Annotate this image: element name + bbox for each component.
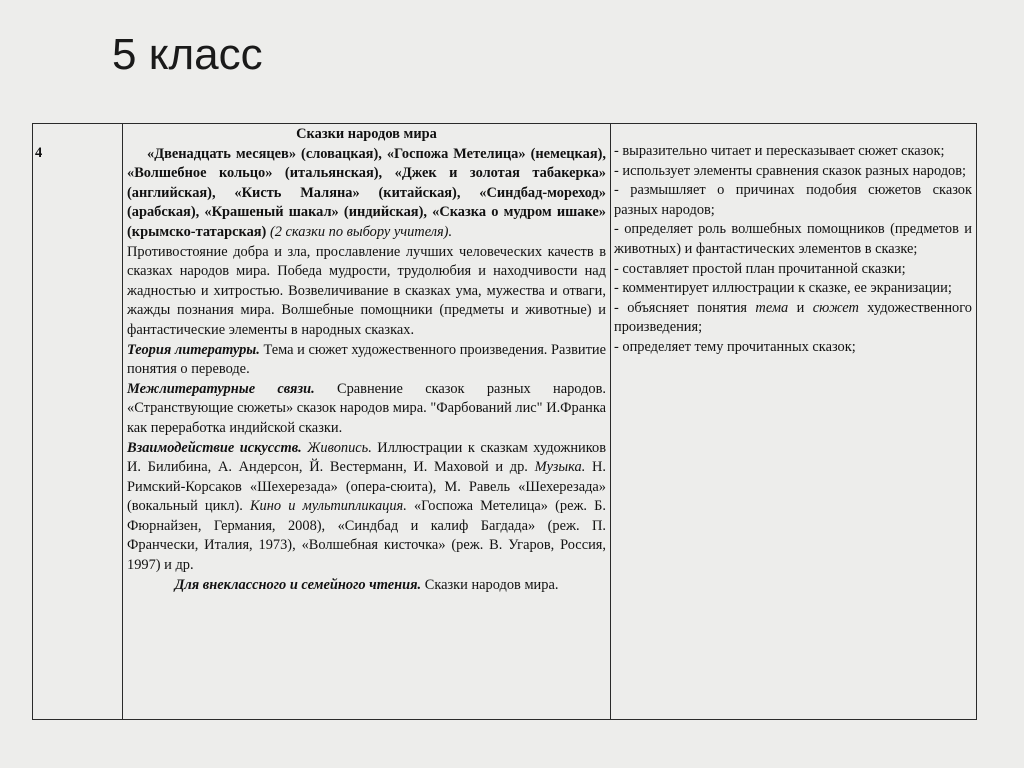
- arts-paragraph: [127, 439, 606, 576]
- interlit-label: Межлитературные связи.: [127, 380, 315, 397]
- curriculum-table: [32, 123, 977, 720]
- result-item: - составляет простой план прочитанной сказки;: [614, 260, 906, 277]
- table-row: [33, 124, 977, 720]
- term-tema: тема: [755, 299, 789, 316]
- extra-text: Сказки народов мира.: [421, 576, 559, 593]
- result-item: [614, 299, 972, 338]
- extra-reading-paragraph: [127, 576, 606, 596]
- results-cell: [611, 124, 977, 720]
- interlit-paragraph: [127, 380, 606, 439]
- result-text: художественного произведения;: [614, 299, 972, 336]
- arts-cinema-text: «Госпожа Метелица» (реж. Б. Фюрнайзен, Германия, 2008), «Синдбад и калиф Багдада» (реж. П. Франчески, Италия, 1973), «Волшебная кисточка» (реж. В. Угаров, Россия, 1997) и др.: [127, 498, 606, 574]
- extra-label: Для внеклассного и семейного чтения.: [174, 576, 422, 593]
- theory-text: Тема и сюжет художественного произведения. Развитие понятия о переводе.: [127, 341, 606, 378]
- theory-paragraph: [127, 341, 606, 380]
- result-item: - комментирует иллюстрации к сказке, ее экранизации;: [614, 280, 952, 297]
- arts-painting-label: Живопись.: [301, 439, 372, 456]
- content-cell: [123, 124, 611, 720]
- arts-music-label: Музыка.: [527, 459, 586, 476]
- row-number-cell: [33, 124, 123, 720]
- themes-paragraph: Противостояние добра и зла, прославление лучших человеческих качеств в сказках народов мира. Победа мудрости, трудолюбия и находчивости над жадностью и хитростью. Возвеличивание в сказках ума, мужества и отваги, жажды познания мира. Волшебные помощники (предметы и животные) и фантастические элементы в народных сказках.: [127, 243, 606, 338]
- row-number: 4: [35, 145, 43, 161]
- result-item: - использует элементы сравнения сказок разных народов;: [614, 162, 967, 179]
- section-title: Сказки народов мира: [296, 126, 437, 142]
- works-bold: «Двенадцать месяцев» (словацкая), «Госпожа Метелица» (немецкая), «Волшебное кольцо» (итальянская), «Джек и золотая табакерка» (английская), «Кисть Маляна» (китайская), «Синдбад-мореход» (арабская), «Крашеный шакал» (индийская), «Сказка о мудром ишаке» (крымско-татарская): [127, 145, 606, 240]
- result-text: и: [788, 299, 813, 316]
- result-item: - размышляет о причинах подобия сюжетов сказок разных народов;: [614, 182, 972, 218]
- result-item: - определяет роль волшебных помощников (предметов и животных) и фантастических элементов в сказке;: [614, 221, 972, 257]
- works-note: (2 сказки по выбору учителя).: [266, 223, 453, 240]
- works-list: [127, 145, 606, 243]
- interlit-text: Сравнение сказок разных народов. «Странствующие сюжеты» сказок народов мира. "Фарбований лис" И.Франка как переработка индийской сказки.: [127, 380, 606, 436]
- result-item: - выразительно читает и пересказывает сюжет сказок;: [614, 143, 945, 159]
- theory-label: Теория литературы.: [127, 341, 260, 358]
- arts-cinema-label: Кино и мультипликация.: [242, 498, 407, 515]
- result-item: - определяет тему прочитанных сказок;: [614, 338, 856, 355]
- result-text: - объясняет понятия: [614, 299, 756, 316]
- arts-painting-text: Иллюстрации к сказкам художников И. Билибина, А. Андерсон, Й. Вестерманн, И. Маховой и др.: [127, 439, 606, 476]
- arts-music-text: Н. Римский-Корсаков «Шехерезада» (опера-сюита), М. Равель «Шехерезада» (вокальный цикл).: [127, 459, 606, 515]
- page-title: 5 класс: [112, 30, 263, 79]
- arts-label: Взаимодействие искусств.: [127, 439, 302, 456]
- term-syuzhet: сюжет: [812, 299, 859, 316]
